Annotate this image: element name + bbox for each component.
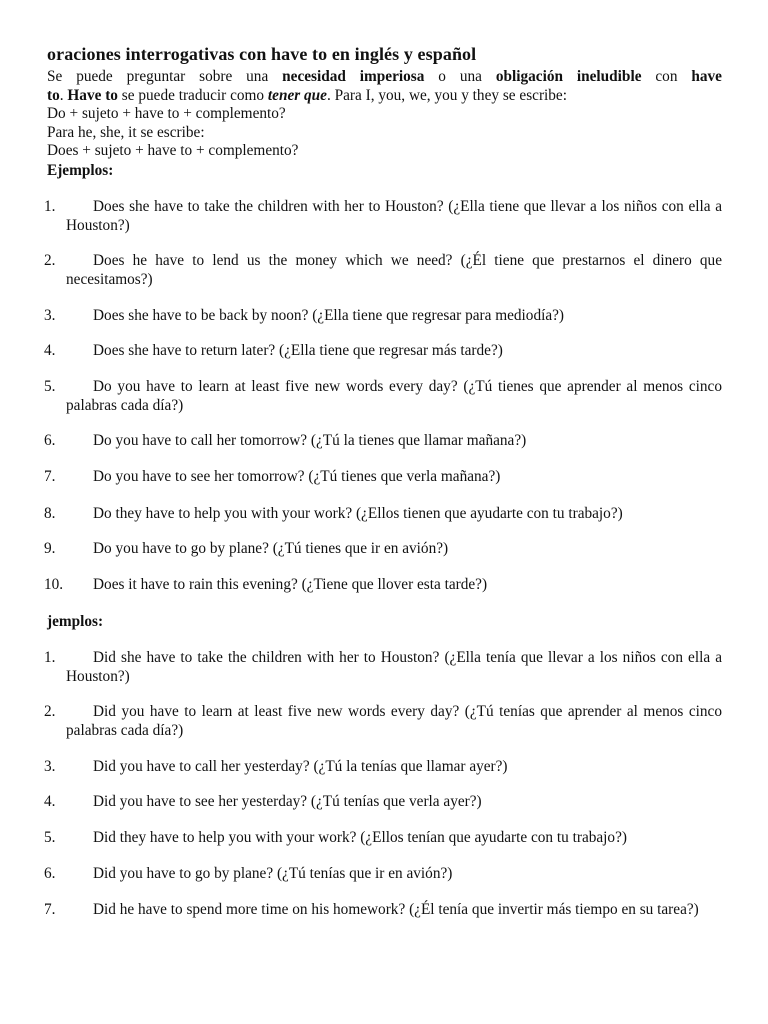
- intro-bold-term: obligación ineludible: [495, 68, 642, 85]
- list-item-number: 2.: [44, 252, 56, 269]
- list-item-number: 7.: [44, 901, 56, 918]
- list-item-text: Do you have to go by plane? (¿Tú tienes que ir en avión?): [93, 540, 449, 557]
- intro-text: se puede traducir como: [117, 86, 268, 104]
- list-item-text: Did you have to go by plane? (¿Tú tenías que ir en avión?): [93, 865, 453, 882]
- intro-text: Se puede preguntar sobre una: [47, 68, 283, 85]
- list-item-number: 1.: [44, 649, 56, 666]
- list-item-text: Does she have to take the children with her to Houston? (¿Ella tiene que llevar a los niños con ella a Houston?): [66, 198, 722, 234]
- intro-bold-term: necesidad imperiosa: [282, 68, 425, 85]
- list-item-text: Did he have to spend more time on his homework? (¿Él tenía que invertir más tiempo en su tarea?): [93, 901, 699, 918]
- list-item-number: 5.: [44, 378, 56, 395]
- list-item-text: Do you have to call her tomorrow? (¿Tú la tienes que llamar mañana?): [93, 432, 527, 449]
- list-item-number: 8.: [44, 505, 56, 522]
- intro-bold-term: Have to: [67, 86, 118, 104]
- list-item-number: 2.: [44, 703, 56, 720]
- list-item-text: Does he have to lend us the money which we need? (¿Él tiene que prestarnos el dinero que necesitamos?): [66, 252, 722, 288]
- list-item-text: Does she have to be back by noon? (¿Ella tiene que regresar para mediodía?): [93, 307, 565, 324]
- intro-bold-italic-term: tener que: [267, 86, 327, 104]
- intro-text: . Para I, you, we, you y they se escribe:: [326, 86, 567, 104]
- list-item-number: 10.: [44, 576, 64, 593]
- intro-bold-term: have: [691, 68, 722, 85]
- section2-heading: jemplos:: [47, 613, 104, 630]
- list-item-number: 5.: [44, 829, 56, 846]
- intro-line-4: Para he, she, it se escribe:: [47, 123, 205, 141]
- list-item-text: Do you have to learn at least five new words every day? (¿Tú tienes que aprender al menos cinco palabras cada día?): [66, 378, 722, 414]
- list-item-number: 1.: [44, 198, 56, 215]
- list-item-text: Did they have to help you with your work? (¿Ellos tenían que ayudarte con tu trabajo?): [93, 829, 627, 846]
- list-item-number: 4.: [44, 793, 56, 810]
- intro-text: .: [59, 86, 68, 104]
- list-item-text: Do you have to see her tomorrow? (¿Tú tienes que verla mañana?): [93, 468, 501, 485]
- intro-formula-does: Does + sujeto + have to + complemento?: [47, 142, 299, 160]
- list-item-number: 6.: [44, 432, 56, 449]
- list-item-text: Do they have to help you with your work? (¿Ellos tienen que ayudarte con tu trabajo?): [93, 505, 623, 522]
- list-item-text: Did you have to learn at least five new words every day? (¿Tú tenías que aprender al menos cinco palabras cada día?): [66, 703, 722, 739]
- list-item-number: 4.: [44, 342, 56, 359]
- intro-text: con: [641, 68, 692, 85]
- document-title: oraciones interrogativas con have to en inglés y español: [47, 44, 477, 64]
- list-item-number: 6.: [44, 865, 56, 882]
- list-item-text: Did you have to see her yesterday? (¿Tú tenías que verla ayer?): [93, 793, 482, 810]
- list-item-number: 7.: [44, 468, 56, 485]
- list-item-number: 3.: [44, 758, 56, 775]
- section1-heading: Ejemplos:: [47, 162, 114, 179]
- list-item-text: Did you have to call her yesterday? (¿Tú la tenías que llamar ayer?): [93, 758, 508, 775]
- list-item-text: Does it have to rain this evening? (¿Tiene que llover esta tarde?): [93, 576, 488, 593]
- list-item-text: Does she have to return later? (¿Ella tiene que regresar más tarde?): [93, 342, 503, 359]
- intro-text: o una: [424, 68, 496, 85]
- list-item-number: 3.: [44, 307, 56, 324]
- list-item-text: Did she have to take the children with her to Houston? (¿Ella tenía que llevar a los niños con ella a Houston?): [66, 649, 722, 685]
- intro-formula-do: Do + sujeto + have to + complemento?: [47, 105, 286, 123]
- list-item-number: 9.: [44, 540, 56, 557]
- intro-bold-term: to: [47, 86, 60, 104]
